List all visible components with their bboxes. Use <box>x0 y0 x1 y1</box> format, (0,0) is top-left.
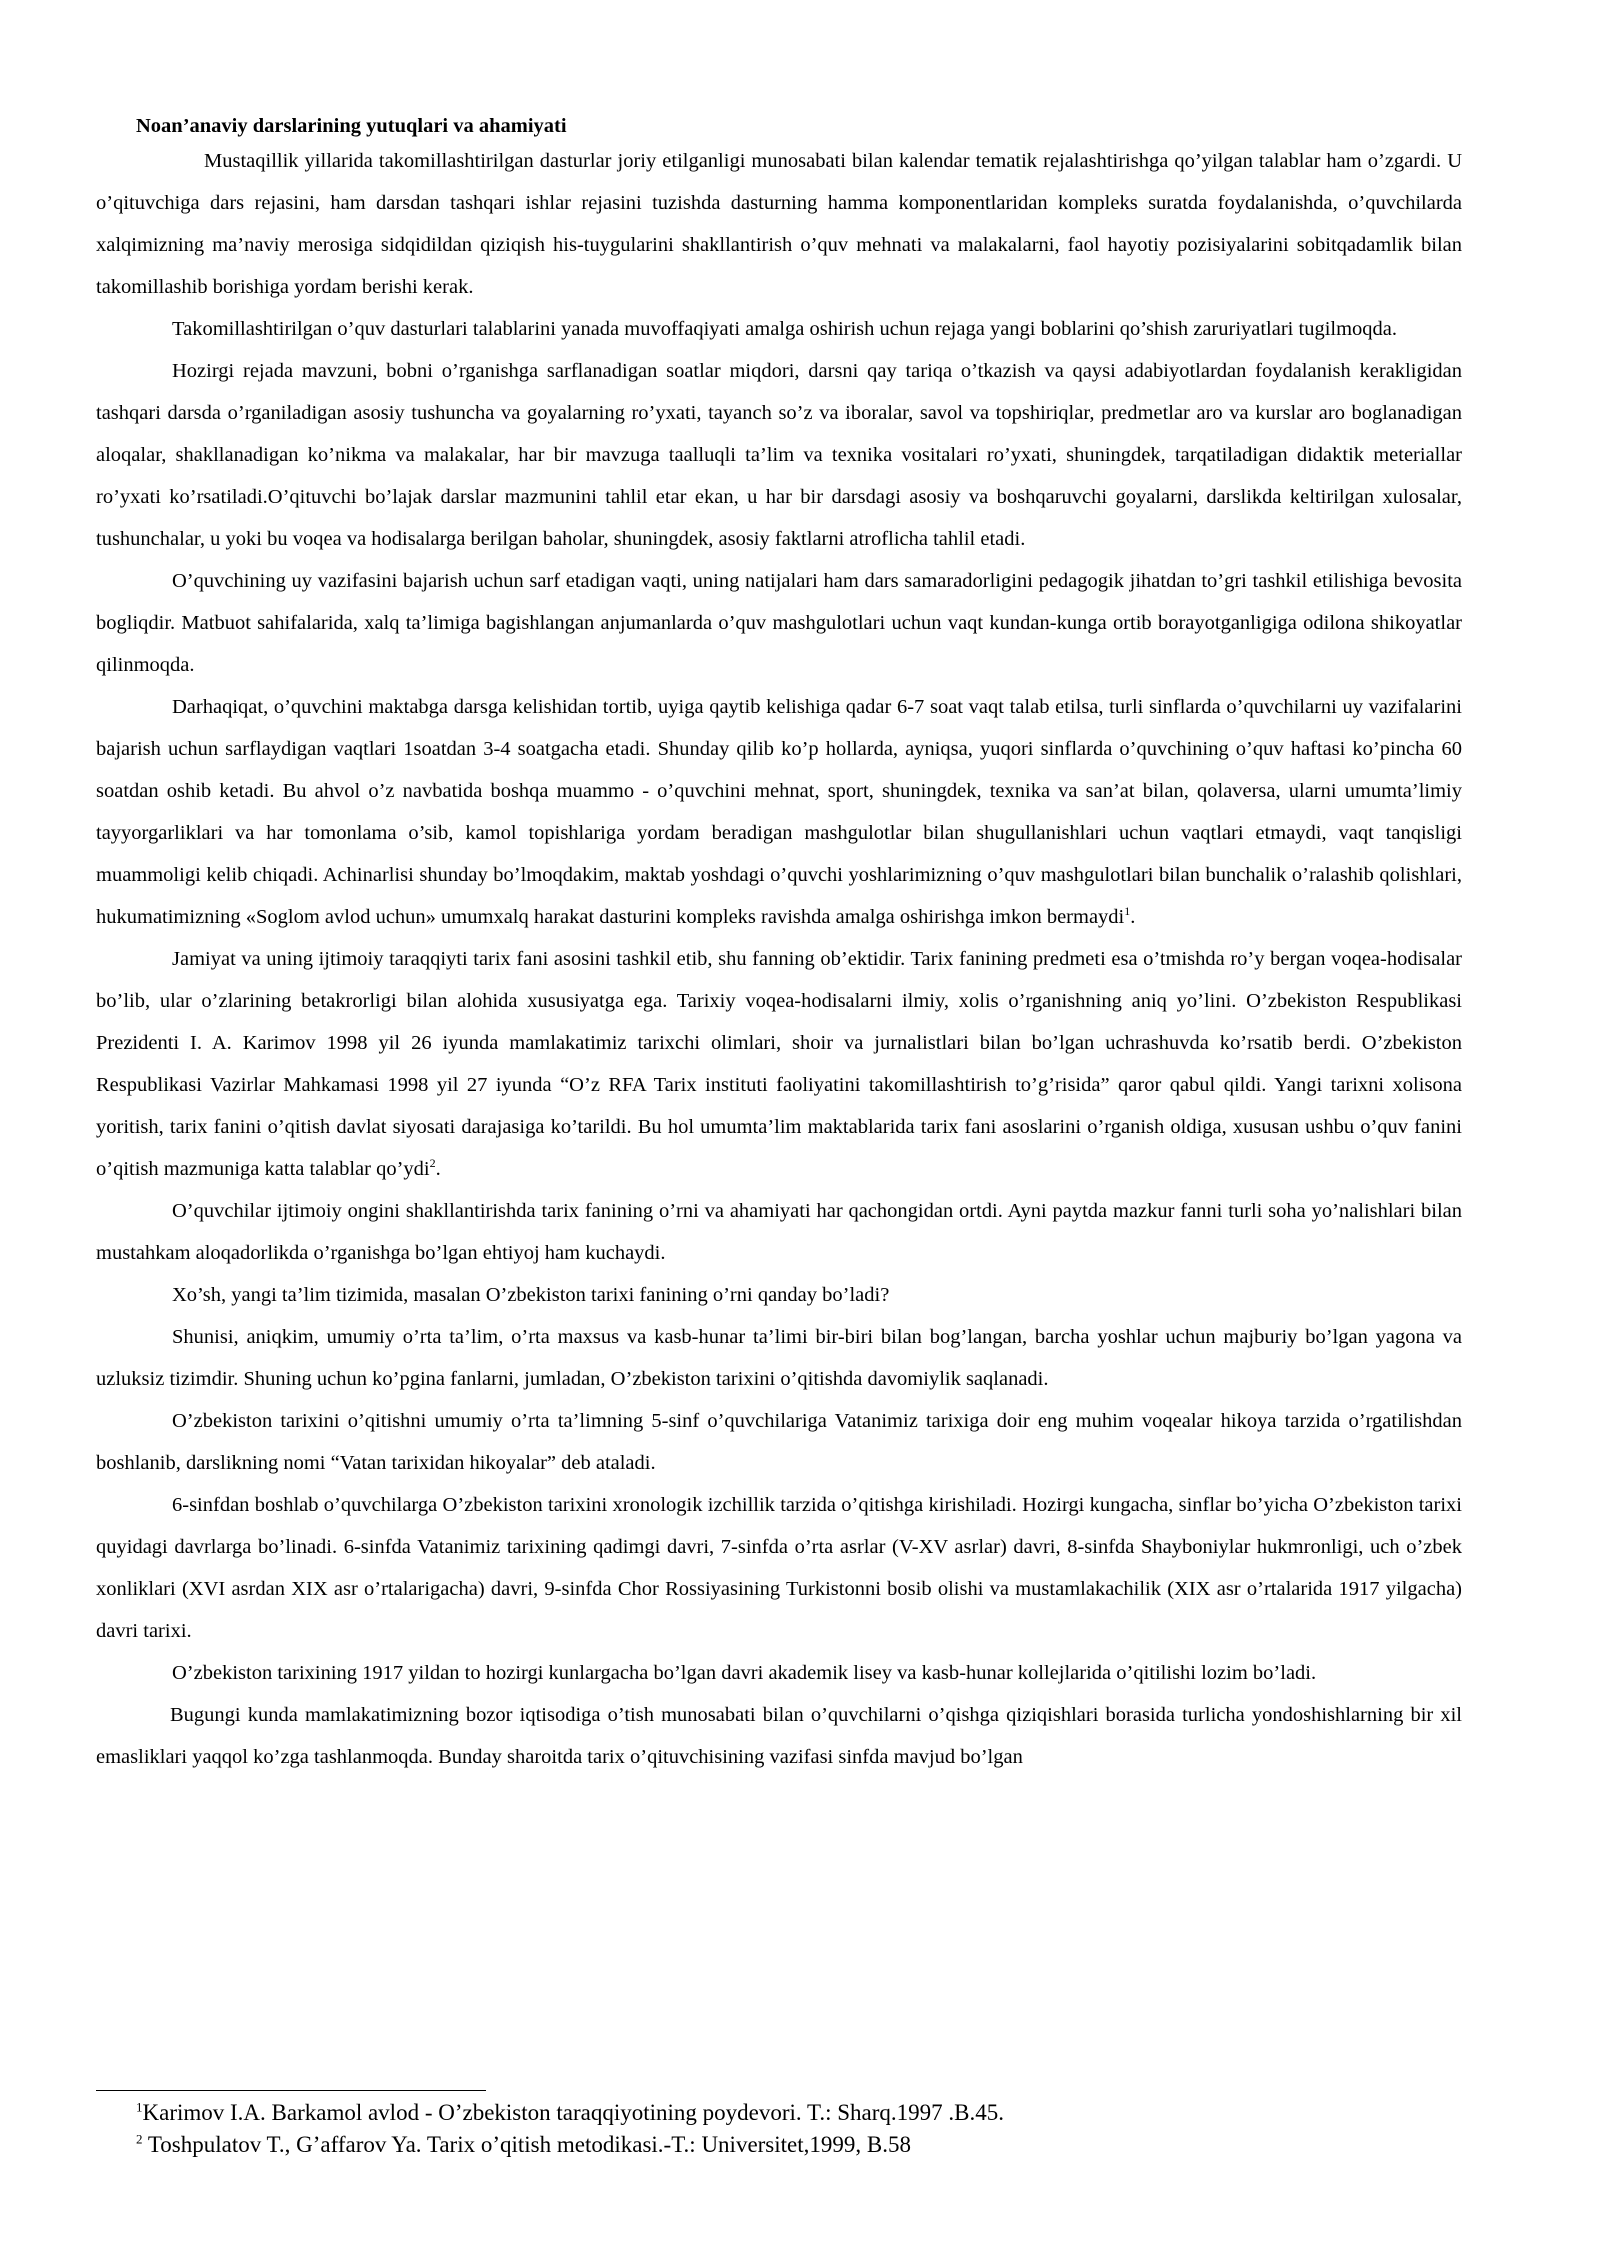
paragraph-7: O’quvchilar ijtimoiy ongini shakllantirishda tarix fanining o’rni va ahamiyati har qachongidan ortdi. Ayni paytda mazkur fanni turli soha yo’nalishlari bilan mustahkam aloqadorlikda o’rganishga bo’lgan ehtiyoj ham kuchaydi. <box>96 1200 1462 1264</box>
paragraph-13: Bugungi kunda mamlakatimizning bozor iqtisodiga o’tish munosabati bilan o’quvchilarni o’qishga qiziqishlari borasida turlicha yondoshishlarning bir xil emasliklari yaqqol ko’zga tashlanmoqda. Bunday sharoitda tarix o’qituvchisining vazifasi sinfda mavjud bo’lgan <box>96 1704 1462 1768</box>
footnotes <box>136 2097 1004 2161</box>
paragraph-8: Xo’sh, yangi ta’lim tizimida, masalan O’zbekiston tarixi fanining o’rni qanday bo’ladi? <box>172 1284 890 1306</box>
footnote-1 <box>136 2097 1004 2129</box>
paragraph-6 <box>96 938 1462 1190</box>
paragraph-1: Mustaqillik yillarida takomillashtirilgan dasturlar joriy etilganligi munosabati bilan kalendar tematik rejalashtirishga qo’yilgan talablar ham o’zgardi. U o’qituvchiga dars rejasini, ham darsdan tashqari ishlar rejasini tuzishda dasturning hamma komponentlaridan kompleks suratda foydalanishda, o’quvchilarda xalqimizning ma’naviy merosiga sidqidildan qiziqish his-tuygularini shakllantirish o’quv mehnati va malakalarni, faol hayotiy pozisiyalarini sobitqadamlik bilan takomillashib borishiga yordam berishi kerak. <box>96 150 1462 298</box>
paragraph-6-text: Jamiyat va uning ijtimoiy taraqqiyti tarix fani asosini tashkil etib, shu fanning ob’ektidir. Tarix fanining predmeti esa o’tmishda ro’y bergan voqea-hodisalar bo’lib, ular o’zlarining betakrorligi bilan alohida xususiyatga ega. Tarixiy voqea-hodisalarni ilmiy, xolis o’rganishning aniq yo’lini. O’zbekiston Respublikasi Prezidenti I. A. Karimov 1998 yil 26 iyunda mamlakatimiz tarixchi olimlari, shoir va jurnalistlari bilan bo’lgan uchrashuvda ko’rsatib berdi. O’zbekiston Respublikasi Vazirlar Mahkamasi 1998 yil 27 iyunda “O’z RFA Tarix instituti faoliyatini takomillashtirish to’g’risida” qaror qabul qildi. Yangi tarixni xolisona yoritish, tarix fanini o’qitish davlat siyosati darajasiga ko’tarildi. Bu hol umumta’lim maktablarida tarix fani asoslarini o’rganish oldiga, xususan ushbu o’quv fanini o’qitish mazmuniga katta talablar qo’ydi <box>96 948 1462 1180</box>
footnote-2 <box>136 2129 1004 2161</box>
paragraph-5-text: Darhaqiqat, o’quvchini maktabga darsga kelishidan tortib, uyiga qaytib kelishiga qadar 6-7 soat vaqt talab etilsa, turli sinflarda o’quvchilarni uy vazifalarini bajarish uchun sarflaydigan vaqtlari 1soatdan 3-4 soatgacha etadi. Shunday qilib ko’p hollarda, ayniqsa, yuqori sinflarda o’quvchining o’quv haftasi ko’pincha 60 soatdan oshib ketadi. Bu ahvol o’z navbatida boshqa muammo - o’quvchini mehnat, sport, shuningdek, texnika va san’at bilan, qolaversa, ularni umumta’limiy tayyorgarliklari va har tomonlama o’sib, kamol topishlariga yordam beradigan mashgulotlar bilan shugullanishlari uchun vaqtlari etmaydi, vaqt tanqisligi muammoligi kelib chiqadi. Achinarlisi shunday bo’lmoqdakim, maktab yoshdagi o’quvchi yoshlarimizning o’quv mashgulotlari bilan bunchalik o’ralashib qolishlari, hukumatimizning «Soglom avlod uchun» umumxalq harakat dasturini kompleks ravishda amalga oshirishga imkon bermaydi <box>96 696 1462 928</box>
paragraph-2: Takomillashtirilgan o’quv dasturlari talablarini yanada muvoffaqiyati amalga oshirish uchun rejaga yangi boblarini qo’shish zaruriyatlari tugilmoqda. <box>172 318 1398 340</box>
footnote-2-text: Toshpulatov T., G’affarov Ya. Tarix o’qitish metodikasi.-T.: Universitet,1999, B.58 <box>142 2132 911 2157</box>
paragraph-6-end: . <box>435 1158 441 1180</box>
footnote-1-text: Karimov I.A. Barkamol avlod - O’zbekiston taraqqiyotining poydevori. T.: Sharq.1997 .B.45. <box>142 2100 1005 2125</box>
footnote-ref-1[interactable]: 1 <box>1124 904 1131 919</box>
paragraph-11: 6-sinfdan boshlab o’quvchilarga O’zbekiston tarixini xronologik izchillik tarzida o’qitishga kirishiladi. Hozirgi kungacha, sinflar bo’yicha O’zbekiston tarixi quyidagi davrlarga bo’linadi. 6-sinfda Vatanimiz tarixining qadimgi davri, 7-sinfda o’rta asrlar (V-XV asrlar) davri, 8-sinfda Shayboniylar hukmronligi, uch o’zbek xonliklari (XVI asrdan XIX asr o’rtalarigacha) davri, 9-sinfda Chor Rossiyasining Turkistonni bosib olishi va mustamlakachilik (XIX asr o’rtalarida 1917 yilgacha) davri tarixi. <box>96 1494 1462 1642</box>
paragraph-4: O’quvchining uy vazifasini bajarish uchun sarf etadigan vaqti, uning natijalari ham dars samaradorligini pedagogik jihatdan to’gri tashkil etilishiga bevosita bogliqdir. Matbuot sahifalarida, xalq ta’limiga bagishlangan anjumanlarda o’quv mashgulotlari uchun vaqt kundan-kunga ortib borayotganligiga odilona shikoyatlar qilinmoqda. <box>96 570 1462 676</box>
paragraph-10: O’zbekiston tarixini o’qitishni umumiy o’rta ta’limning 5-sinf o’quvchilariga Vatanimiz tarixiga doir eng muhim voqealar hikoya tarzida o’rgatilishdan boshlanib, darslikning nomi “Vatan tarixidan hikoyalar” deb ataladi. <box>96 1410 1462 1474</box>
paragraph-9: Shunisi, aniqkim, umumiy o’rta ta’lim, o’rta maxsus va kasb-hunar ta’limi bir-biri bilan bog’langan, barcha yoshlar uchun majburiy bo’lgan yagona va uzluksiz tizimdir. Shuning uchun ko’pgina fanlarni, jumladan, O’zbekiston tarixini o’qitishda davomiylik saqlanadi. <box>96 1326 1462 1390</box>
footnote-2-mark: 2 <box>136 2131 143 2147</box>
paragraph-5 <box>96 686 1462 938</box>
paragraph-3: Hozirgi rejada mavzuni, bobni o’rganishga sarflanadigan soatlar miqdori, darsni qay tariqa o’tkazish va qaysi adabiyotlardan foydalanish kerakligidan tashqari darsda o’rganiladigan asosiy tushuncha va goyalarning ro’yxati, tayanch so’z va iboralar, savol va topshiriqlar, predmetlar aro va kurslar aro boglanadigan aloqalar, shakllanadigan ko’nikma va malakalar, har bir mavzuga taalluqli ta’lim va texnika vositalari ro’yxati, shuningdek, tarqatiladigan didaktik meteriallar ro’yxati ko’rsatiladi.O’qituvchi bo’lajak darslar mazmunini tahlil etar ekan, u har bir darsdagi asosiy va boshqaruvchi goyalarni, darslikda keltirilgan xulosalar, tushunchalar, u yoki bu voqea va hodisalarga berilgan baholar, shuningdek, asosiy faktlarni atroflicha tahlil etadi. <box>96 360 1462 550</box>
document-title: Noan’anaviy darslarining yutuqlari va ahamiyati <box>136 115 567 137</box>
footnote-ref-2[interactable]: 2 <box>429 1156 436 1171</box>
footnote-separator <box>96 2090 486 2091</box>
footnote-1-mark: 1 <box>136 2099 143 2115</box>
paragraph-5-end: . <box>1130 906 1136 928</box>
paragraph-12: O’zbekiston tarixining 1917 yildan to hozirgi kunlargacha bo’lgan davri akademik lisey va kasb-hunar kollejlarida o’qitilishi lozim bo’ladi. <box>172 1662 1317 1684</box>
document-body <box>96 112 1462 1778</box>
